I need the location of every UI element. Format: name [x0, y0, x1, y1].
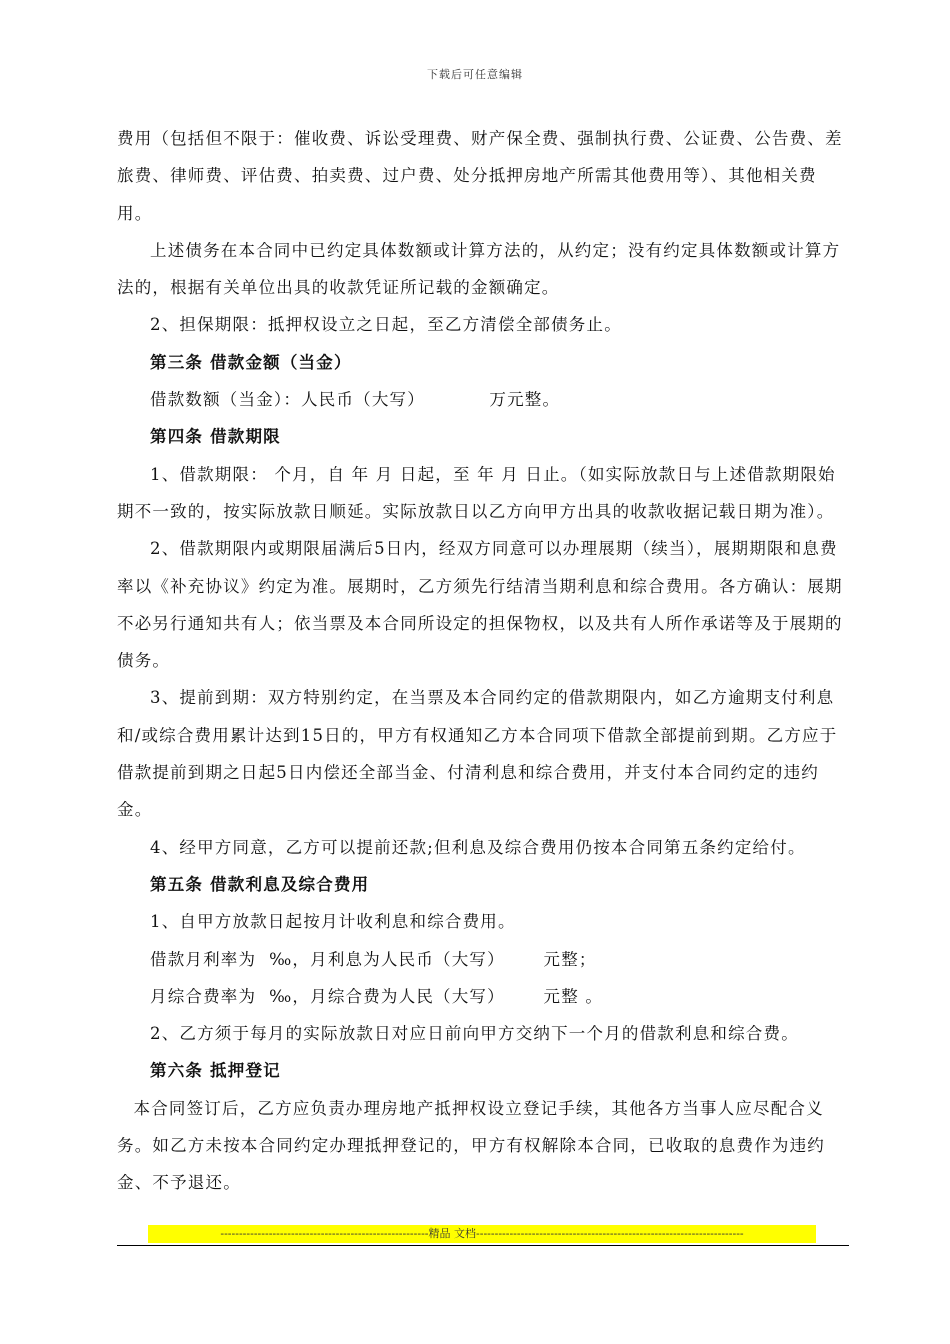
paragraph-monthly-interest: 借款月利率为 ‰，月利息为人民币（大写） 元整；: [150, 949, 597, 969]
footer-banner: --------------------------------------------------------精品 文档------------------------------------------------------------------------: [148, 1225, 816, 1243]
paragraph-extension: 2、借款期限内或期限届满后5日内，经双方同意可以办理展期（续当），展期期限和息费率以《补充协议》约定为准。展期时，乙方须先行结清当期利息和综合费用。各方确认：展期不必另行通知共有人；依当票及本合同所设定的担保物权，以及共有人所作承诺等及于展期的债务。: [117, 539, 843, 671]
heading-article-6: 第六条 抵押登记: [150, 1061, 281, 1081]
paragraph-prepayment: 4、经甲方同意，乙方可以提前还款;但利息及综合费用仍按本合同第五条约定给付。: [150, 837, 806, 857]
paragraph-loan-amount: 借款数额（当金）：人民币（大写） 万元整。: [150, 390, 561, 410]
paragraph-interest-start: 1、自甲方放款日起按月计收利息和综合费用。: [150, 912, 516, 932]
paragraph-monthly-fee: 月综合费率为 ‰，月综合费为人民（大写） 元整 。: [150, 986, 604, 1006]
paragraph-fees: 费用（包括但不限于：催收费、诉讼受理费、财产保全费、强制执行费、公证费、公告费、差旅费、律师费、评估费、拍卖费、过户费、处分抵押房地产所需其他费用等）、其他相关费用。: [117, 129, 843, 223]
paragraph-early-maturity: 3、提前到期：双方特别约定，在当票及本合同约定的借款期限内，如乙方逾期支付利息和/或综合费用累计达到15日的，甲方有权通知乙方本合同项下借款全部提前到期。乙方应于借款提前到期之日起5日内偿还全部当金、付清利息和综合费用，并支付本合同约定的违约金。: [117, 688, 838, 820]
document-body: [117, 120, 852, 1202]
page-header: 下载后可任意编辑: [427, 68, 523, 81]
paragraph-payment-due: 2、乙方须于每月的实际放款日对应日前向甲方交纳下一个月的借款利息和综合费。: [150, 1024, 799, 1044]
paragraph-mortgage-registration: 本合同签订后，乙方应负责办理房地产抵押权设立登记手续，其他各方当事人应尽配合义务。如乙方未按本合同约定办理抵押登记的，甲方有权解除本合同，已收取的息费作为违约金、不予退还。: [117, 1098, 825, 1193]
paragraph-guarantee-period: 2、担保期限：抵押权设立之日起，至乙方清偿全部债务止。: [150, 315, 622, 335]
paragraph-debt-amount: 上述债务在本合同中已约定具体数额或计算方法的，从约定；没有约定具体数额或计算方法的，根据有关单位出具的收款凭证所记载的金额确定。: [117, 240, 841, 298]
heading-article-4: 第四条 借款期限: [150, 427, 281, 447]
heading-article-5: 第五条 借款利息及综合费用: [150, 874, 370, 894]
heading-article-3: 第三条 借款金额（当金）: [150, 352, 352, 372]
footer-divider: [117, 1245, 849, 1246]
paragraph-loan-term: 1、借款期限： 个月，自 年 月 日起，至 年 月 日止。（如实际放款日与上述借款期限始期不一致的，按实际放款日顺延。实际放款日以乙方向甲方出具的收款收据记载日期为准）。: [117, 464, 836, 521]
